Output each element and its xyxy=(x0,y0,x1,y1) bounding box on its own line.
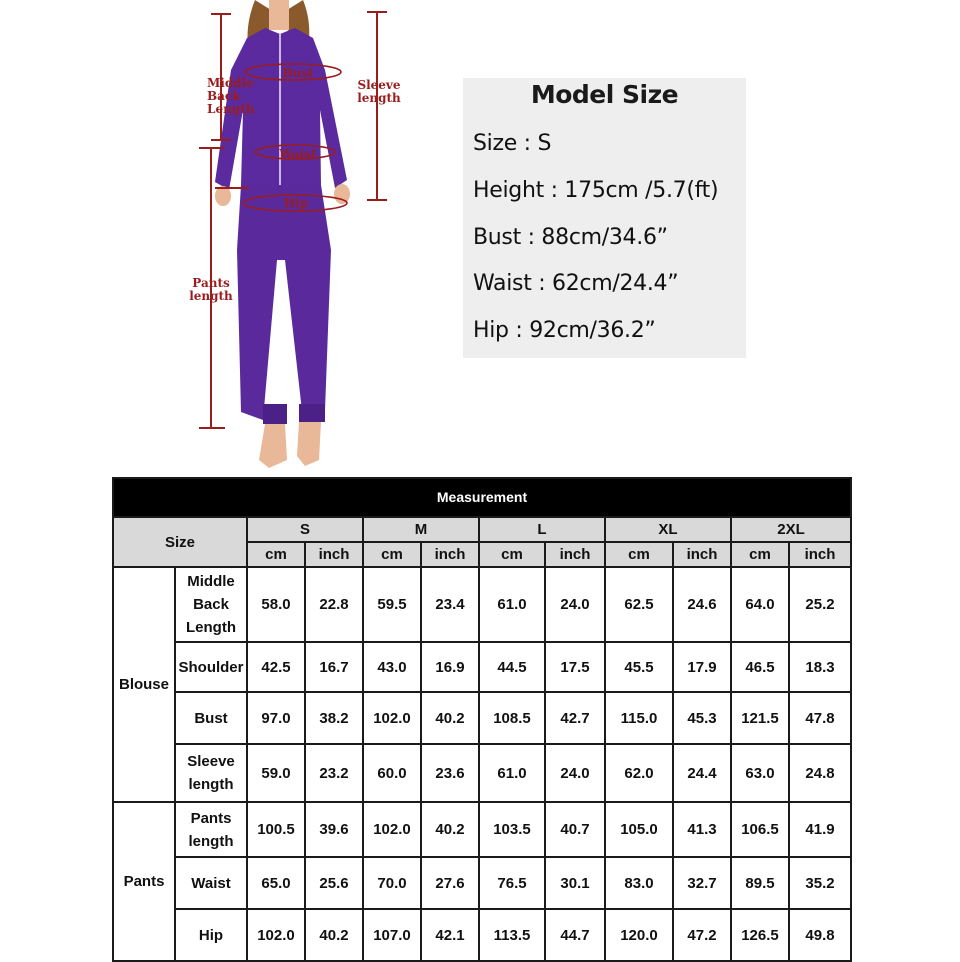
table-cell: 107.0 xyxy=(363,909,421,961)
model-hip-row: Hip : 92cm/36.2” xyxy=(473,318,656,343)
table-cell: 106.5 xyxy=(731,802,789,857)
table-cell: 27.6 xyxy=(421,857,479,909)
size-column-header: M xyxy=(363,517,479,542)
table-row xyxy=(113,642,851,692)
unit-header: cm xyxy=(605,542,673,567)
table-cell: 63.0 xyxy=(731,744,789,802)
table-cell: 89.5 xyxy=(731,857,789,909)
table-cell: 58.0 xyxy=(247,567,305,642)
measure-label: Sleeve length xyxy=(175,744,247,802)
table-row xyxy=(113,744,851,802)
measure-label: Bust xyxy=(175,692,247,744)
table-cell: 60.0 xyxy=(363,744,421,802)
table-cell: 41.9 xyxy=(789,802,851,857)
table-cell: 76.5 xyxy=(479,857,545,909)
table-cell: 49.8 xyxy=(789,909,851,961)
table-row xyxy=(113,857,851,909)
hip-label: Hip xyxy=(283,196,309,210)
size-header: Size xyxy=(113,517,247,567)
table-cell: 25.6 xyxy=(305,857,363,909)
table-cell: 25.2 xyxy=(789,567,851,642)
unit-header: inch xyxy=(305,542,363,567)
table-cell: 44.5 xyxy=(479,642,545,692)
bust-label: Bust xyxy=(282,66,314,80)
table-row xyxy=(113,909,851,961)
table-cell: 61.0 xyxy=(479,567,545,642)
table-cell: 70.0 xyxy=(363,857,421,909)
unit-header: cm xyxy=(247,542,305,567)
table-cell: 126.5 xyxy=(731,909,789,961)
table-cell: 62.0 xyxy=(605,744,673,802)
table-cell: 44.7 xyxy=(545,909,605,961)
table-cell: 115.0 xyxy=(605,692,673,744)
table-cell: 32.7 xyxy=(673,857,731,909)
unit-header: inch xyxy=(673,542,731,567)
table-cell: 23.2 xyxy=(305,744,363,802)
table-cell: 24.4 xyxy=(673,744,731,802)
table-cell: 40.2 xyxy=(305,909,363,961)
measure-label: Waist xyxy=(175,857,247,909)
table-cell: 61.0 xyxy=(479,744,545,802)
table-title: Measurement xyxy=(113,478,851,517)
group-label: Pants xyxy=(113,802,175,961)
size-header-row xyxy=(113,517,851,542)
table-cell: 120.0 xyxy=(605,909,673,961)
table-cell: 100.5 xyxy=(247,802,305,857)
table-cell: 102.0 xyxy=(363,692,421,744)
pants-length-label: Pants length xyxy=(189,276,233,303)
sleeve-length-label: Sleeve length xyxy=(357,78,401,105)
size-column-header: XL xyxy=(605,517,731,542)
size-column-header: L xyxy=(479,517,605,542)
table-cell: 102.0 xyxy=(363,802,421,857)
table-cell: 43.0 xyxy=(363,642,421,692)
table-cell: 40.7 xyxy=(545,802,605,857)
table-cell: 17.9 xyxy=(673,642,731,692)
table-cell: 62.5 xyxy=(605,567,673,642)
waist-label: Waist xyxy=(279,147,317,161)
group-label: Blouse xyxy=(113,567,175,802)
table-cell: 97.0 xyxy=(247,692,305,744)
middle-back-length-label: Middle Back Length xyxy=(207,76,255,116)
table-cell: 42.1 xyxy=(421,909,479,961)
unit-header: cm xyxy=(479,542,545,567)
table-cell: 108.5 xyxy=(479,692,545,744)
table-cell: 18.3 xyxy=(789,642,851,692)
table-cell: 39.6 xyxy=(305,802,363,857)
table-cell: 24.0 xyxy=(545,744,605,802)
size-column-header: 2XL xyxy=(731,517,851,542)
table-cell: 42.5 xyxy=(247,642,305,692)
table-cell: 24.0 xyxy=(545,567,605,642)
unit-header: inch xyxy=(789,542,851,567)
table-cell: 64.0 xyxy=(731,567,789,642)
size-column-header: S xyxy=(247,517,363,542)
model-bust-row: Bust : 88cm/34.6” xyxy=(473,225,668,250)
unit-header: cm xyxy=(363,542,421,567)
model-size-title: Model Size xyxy=(530,80,679,109)
table-cell: 42.7 xyxy=(545,692,605,744)
table-cell: 24.6 xyxy=(673,567,731,642)
table-cell: 47.8 xyxy=(789,692,851,744)
table-cell: 23.4 xyxy=(421,567,479,642)
table-cell: 38.2 xyxy=(305,692,363,744)
table-cell: 105.0 xyxy=(605,802,673,857)
table-row xyxy=(113,692,851,744)
table-cell: 65.0 xyxy=(247,857,305,909)
model-size-row: Size : S xyxy=(473,131,552,156)
table-title-row xyxy=(113,478,851,517)
model-waist-row: Waist : 62cm/24.4” xyxy=(473,271,679,296)
measurement-table-wrap xyxy=(112,477,850,962)
table-cell: 17.5 xyxy=(545,642,605,692)
model-height-row: Height : 175cm /5.7(ft) xyxy=(473,178,719,203)
measure-label: Middle Back Length xyxy=(175,567,247,642)
table-row xyxy=(113,567,851,642)
unit-header: cm xyxy=(731,542,789,567)
table-cell: 16.9 xyxy=(421,642,479,692)
table-row xyxy=(113,802,851,857)
table-cell: 83.0 xyxy=(605,857,673,909)
table-cell: 103.5 xyxy=(479,802,545,857)
table-cell: 45.3 xyxy=(673,692,731,744)
table-cell: 46.5 xyxy=(731,642,789,692)
measure-label: Shoulder xyxy=(175,642,247,692)
table-cell: 41.3 xyxy=(673,802,731,857)
table-cell: 16.7 xyxy=(305,642,363,692)
model-size-box xyxy=(463,78,746,358)
table-cell: 121.5 xyxy=(731,692,789,744)
table-cell: 35.2 xyxy=(789,857,851,909)
table-cell: 30.1 xyxy=(545,857,605,909)
measure-label: Hip xyxy=(175,909,247,961)
table-cell: 113.5 xyxy=(479,909,545,961)
measure-label: Pants length xyxy=(175,802,247,857)
table-cell: 22.8 xyxy=(305,567,363,642)
measurement-table xyxy=(112,477,852,962)
unit-header: inch xyxy=(545,542,605,567)
table-cell: 47.2 xyxy=(673,909,731,961)
table-cell: 59.0 xyxy=(247,744,305,802)
table-cell: 24.8 xyxy=(789,744,851,802)
table-cell: 40.2 xyxy=(421,802,479,857)
table-cell: 102.0 xyxy=(247,909,305,961)
table-cell: 59.5 xyxy=(363,567,421,642)
table-cell: 23.6 xyxy=(421,744,479,802)
unit-header: inch xyxy=(421,542,479,567)
table-cell: 40.2 xyxy=(421,692,479,744)
table-cell: 45.5 xyxy=(605,642,673,692)
